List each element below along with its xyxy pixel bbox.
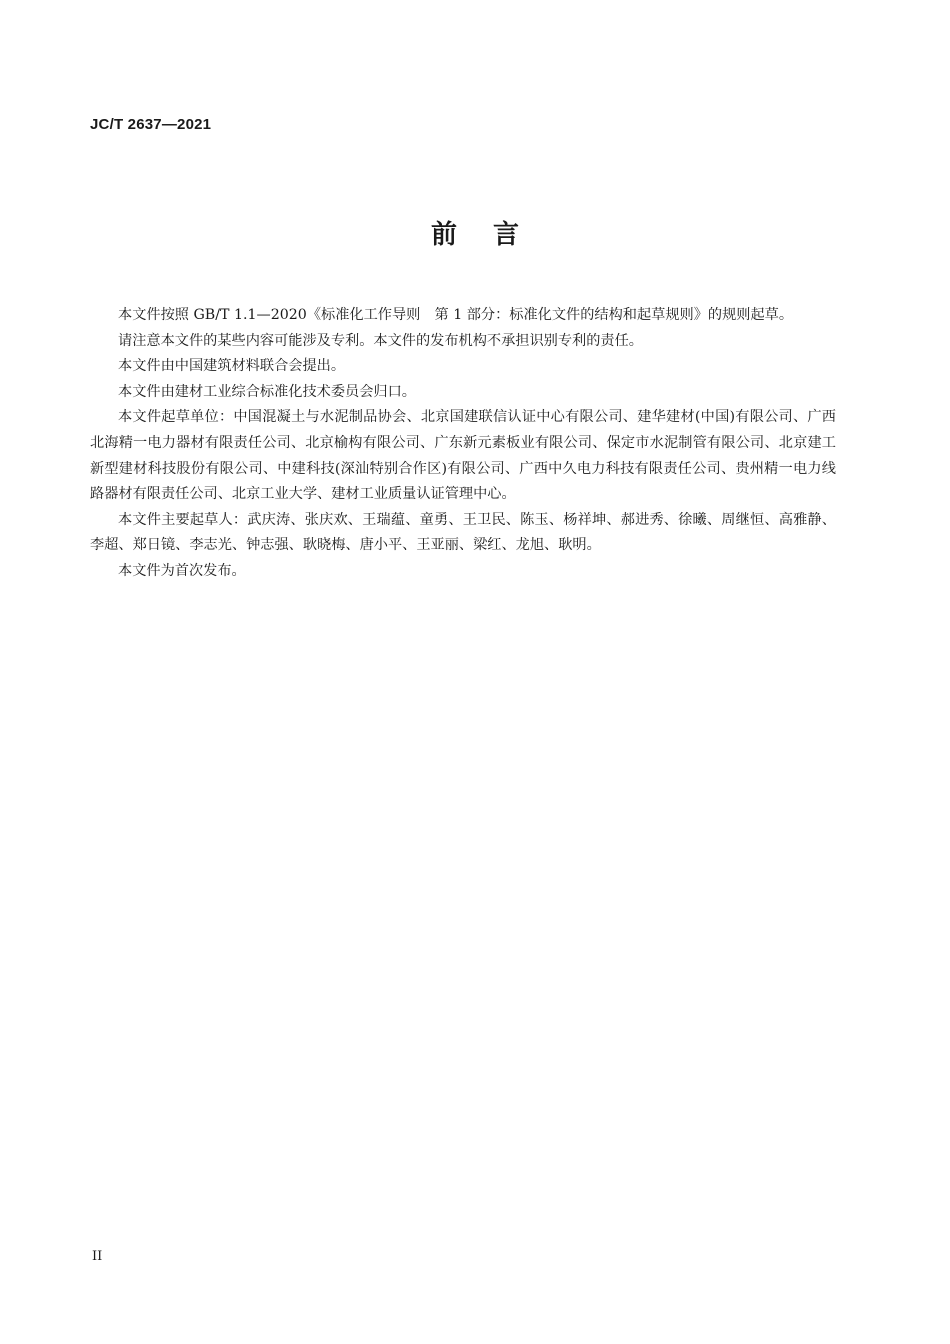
paragraph-drafters: 本文件主要起草人：武庆涛、张庆欢、王瑞蕴、童勇、王卫民、陈玉、杨祥坤、郝进秀、徐曦、周继恒、高雅静、李超、郑日镜、李志光、钟志强、耿晓梅、唐小平、王亚丽、梁红、龙旭、耿明。 bbox=[90, 511, 836, 554]
page-title: 前言 bbox=[430, 220, 555, 250]
paragraph-drafting-units: 本文件起草单位：中国混凝土与水泥制品协会、北京国建联信认证中心有限公司、建华建材(中国)有限公司、广西北海精一电力器材有限责任公司、北京榆构有限公司、广东新元素板业有限公司、保定市水泥制管有限公司、北京建工新型建材科技股份有限公司、中建科技(深汕特别合作区)有限公司、广西中久电力科技有限责任公司、贵州精一电力线路器材有限责任公司、北京工业大学、建材工业质量认证管理中心。 bbox=[90, 409, 836, 503]
page-number: II bbox=[92, 1249, 103, 1264]
paragraph-first-release: 本文件为首次发布。 bbox=[118, 562, 246, 579]
paragraph-committee: 本文件由建材工业综合标准化技术委员会归口。 bbox=[118, 383, 416, 400]
paragraph-drafting-rules: 本文件按照 GB/T 1.1—2020《标准化工作导则 第 1 部分：标准化文件的结构和起草规则》的规则起草。 bbox=[118, 307, 794, 323]
document-code: JC/T 2637—2021 bbox=[90, 116, 212, 133]
foreword-body bbox=[90, 303, 836, 585]
paragraph-proposer: 本文件由中国建筑材料联合会提出。 bbox=[118, 358, 346, 375]
paragraph-patent-notice: 请注意本文件的某些内容可能涉及专利。本文件的发布机构不承担识别专利的责任。 bbox=[118, 332, 643, 349]
